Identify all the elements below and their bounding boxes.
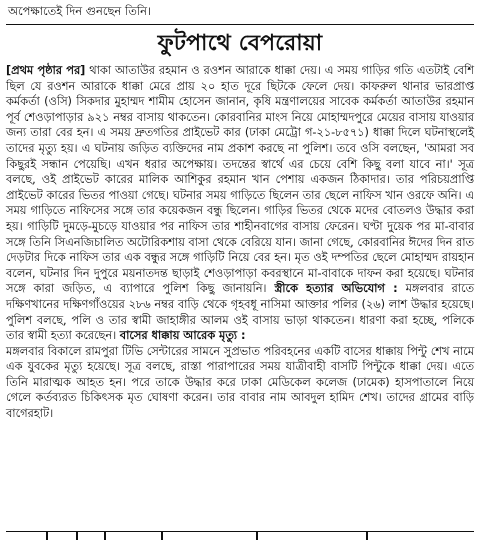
paragraph-2-text: মঙ্গলবার রাতে দক্ষিণখানের দক্ষিণগাঁওয়ের ২৮৬ নম্বর বাড়ি থেকে গৃহবধূ নাসিমা আক্তার পলির (২৬) লাশ উদ্ধার হয়েছে। পুলিশ বলছে, পলি ও তার স্বামী জাহাঙ্গীর আলম ওই বাসায় ভাড়া থাকতেন। ধারণা করা হচ্ছে, পলিকে তার স্বামী হত্যা করেছেন।	[6, 282, 474, 343]
previous-story-tail: অপেক্ষাতেই দিন গুনছেন তিনি।	[8, 4, 152, 18]
paragraph-1-text: থাকা আতাউর রহমান ও রওশন আরাকে ধাক্কা দেয়। এ সময় গাড়ির গতি এতটাই বেশি ছিল যে রওশন আরাকে ধাক্কা মেরে প্রায় ২০ হাত দূরে ছিটকে ফেলে দেয়। কাফরুল থানার ভারপ্রাপ্ত কর্মকর্তা (ওসি) সিকদার মুহাম্মদ শামীম হোসেন জানান, কৃষি মন্ত্রণালয়ের সাবেক কর্মকর্তা আতাউর রহমান পূর্ব শেওড়াপাড়ার ৯২১ নম্বর বাসায় থাকতেন। কোরবানির মাংস নিয়ে মোহাম্মদপুরে মেয়ের বাসায় যাওয়ার জন্য তারা বের হন। এ সময় দ্রুতগতির প্রাইভেট কার (ঢাকা মেট্রো গ-২১-৮৫৭১) ধাক্কা দিলে ঘটনাস্থলেই তাদের মৃত্যু হয়। এ ঘটনায় জড়িত ব্যক্তিদের নাম প্রকাশ করছে না পুলিশ। তবে ওসি বলছেন, 'আমরা সব কিছুরই সন্ধান পেয়েছি। এখন ধরার অপেক্ষায়। তদন্তের স্বার্থে এর চেয়ে বেশি কিছু বলা যাবে না।' সূত্র বলছে, ওই প্রাইভেট কারের মালিক আশিকুর রহমান খান পেশায় একজন ঠিকাদার। তার পরিচয়প্রাপ্তি প্রাইভেট কারের ভিতর পাওয়া গেছে। ঘটনার সময় গাড়িতে ছিলেন তার ছেলে নাফিস খান ওরফে অনি। এ সময় গাড়িতে নাফিসের সঙ্গে তার কয়েকজন বন্ধু ছিলেন। গাড়ির ভিতর থেকে মদের বোতলও উদ্ধার করা হয়। গাড়িটি দুমড়ে-মুচড়ে যাওয়ার পর নাফিস তার শাহীনবাগের বাসায় ফেরেন। ঘণ্টা দুয়েক পর মা-বাবার সঙ্গে তিনি সিএনজিচালিত অটোরিকশায় বাসা থেকে বেরিয়ে যান। জানা গেছে, কোরবানির ঈদের দিন রাত দেড়টার দিকে নাফিস তার এক বন্ধুর সঙ্গে গাড়িটি নিয়ে বের হন। মৃত ওই দম্পতির ছেলে মোহাম্মদ রায়হান বলেন, ঘটনার দিন দুপুরে ময়নাতদন্ত ছাড়াই শেওড়াপাড়া কবরস্থানে মা-বাবাকে দাফন করা হয়েছে। ঘটনার সঙ্গে কারা জড়িত, এ ব্যাপারে পুলিশ কিছু জানায়নি।	[6, 64, 474, 296]
headline: ফুটপাথে বেপরোয়া	[157, 31, 323, 56]
subhead-bus-death: বাসের ধাক্কায় আরেক মৃত্যু :	[119, 329, 246, 343]
continued-label: [প্রথম পৃষ্ঠার পর]	[6, 64, 86, 77]
paragraph-3: মঙ্গলবার বিকালে রামপুরা টিভি সেন্টারের সামনে সুপ্রভাত পরিবহনের একটি বাসের ধাক্কায় পিন্টু শেখ নামে এক যুবকের মৃত্যু হয়েছে। সূত্র বলছে, রাস্তা পারাপারের সময় যাত্রীবাহী বাসটি পিন্টুকে ধাক্কা দেয়। এতে তিনি মারাত্মক আহত হন। পরে তাকে উদ্ধার করে ঢাকা মেডিকেল কলেজ (ঢামেক) হাসপাতালে নিয়ে গেলে কর্তব্যরত চিকিৎসক মৃত ঘোষণা করেন। তার বাবার নাম আবদুল হামিদ শেখ। তাদের গ্রামের বাড়ি বাগেরহাট।	[6, 344, 474, 421]
subhead-wife-murder: স্ত্রীকে হত্যার অভিযোগ :	[274, 282, 398, 296]
divider-rule	[6, 24, 474, 25]
story-body	[6, 63, 474, 422]
next-section-edge	[6, 531, 474, 540]
paragraph-1	[6, 63, 474, 344]
